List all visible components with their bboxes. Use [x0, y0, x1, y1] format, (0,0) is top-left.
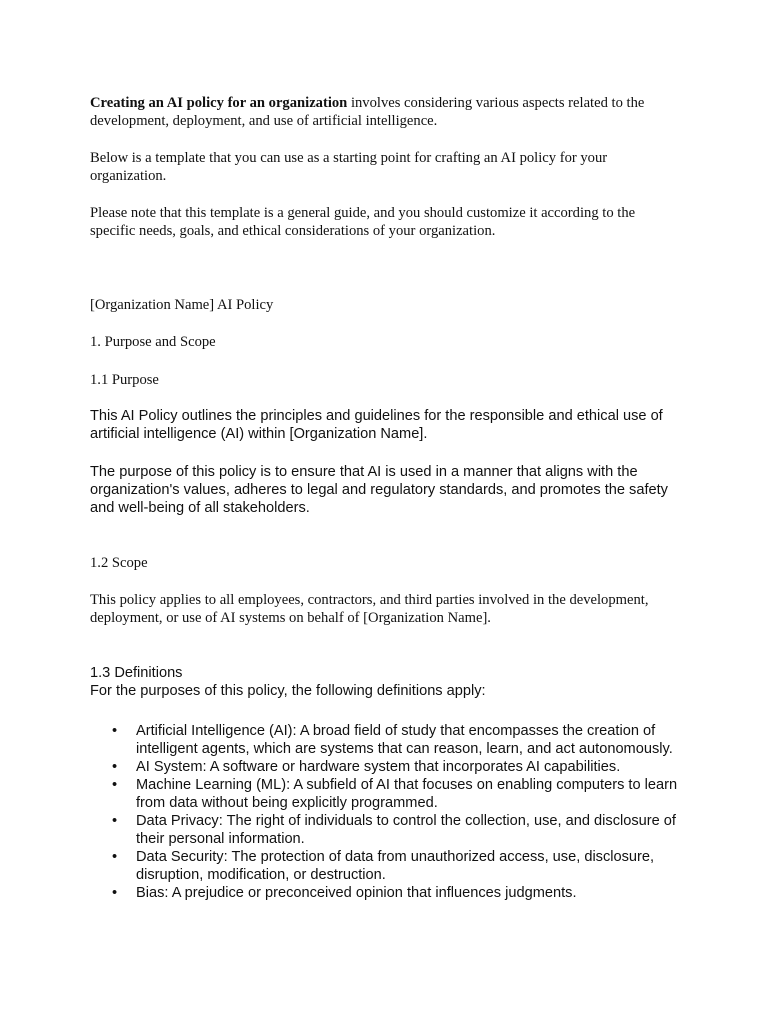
list-item — [90, 884, 682, 902]
subsection-heading-scope: 1.2 Scope — [90, 555, 148, 571]
intro-paragraph — [90, 94, 682, 130]
purpose-paragraph-2: The purpose of this policy is to ensure that AI is used in a manner that aligns with the organization's values, adheres to legal and regulatory standards, and promotes the safety and well-being of all stakeholders. — [90, 464, 668, 516]
bullet-icon: • — [112, 759, 118, 775]
definition-text: Artificial Intelligence (AI): A broad field of study that encompasses the creation of intelligent agents, which are systems that can reason, learn, and act autonomously. — [136, 723, 673, 757]
intro-rest: involves considering various aspects related to the development, deployment, and use of artificial intelligence. — [90, 95, 645, 129]
template-note: Below is a template that you can use as a starting point for crafting an AI policy for your organization. — [90, 150, 608, 184]
list-item — [90, 722, 682, 758]
purpose-paragraph-1: This AI Policy outlines the principles and guidelines for the responsible and ethical use of artificial intelligence (AI) within [Organization Name]. — [90, 408, 663, 442]
subsection-heading-purpose: 1.1 Purpose — [90, 372, 159, 388]
list-item — [90, 812, 682, 848]
intro-bold-lead: Creating an AI policy for an organization — [90, 95, 348, 111]
definition-text: Data Security: The protection of data from unauthorized access, use, disclosure, disruption, modification, or destruction. — [136, 849, 655, 883]
definition-text: Bias: A prejudice or preconceived opinion that influences judgments. — [136, 885, 577, 901]
customize-note: Please note that this template is a general guide, and you should customize it according to the specific needs, goals, and ethical considerations of your organization. — [90, 205, 636, 239]
bullet-icon: • — [112, 813, 118, 829]
subsection-heading-definitions: 1.3 Definitions — [90, 665, 183, 681]
section-heading-purpose-scope: 1. Purpose and Scope — [90, 334, 216, 350]
definitions-intro: For the purposes of this policy, the following definitions apply: — [90, 683, 486, 699]
definition-text: Machine Learning (ML): A subfield of AI that focuses on enabling computers to learn from data without being explicitly programmed. — [136, 777, 678, 811]
list-item — [90, 758, 682, 776]
definition-text: AI System: A software or hardware system that incorporates AI capabilities. — [136, 759, 621, 775]
bullet-icon: • — [112, 885, 118, 901]
definitions-list — [90, 722, 682, 902]
list-item — [90, 848, 682, 884]
bullet-icon: • — [112, 777, 118, 793]
bullet-icon: • — [112, 849, 118, 865]
policy-title: [Organization Name] AI Policy — [90, 297, 274, 313]
list-item — [90, 776, 682, 812]
bullet-icon: • — [112, 723, 118, 739]
scope-paragraph: This policy applies to all employees, contractors, and third parties involved in the development, deployment, or use of AI systems on behalf of [Organization Name]. — [90, 592, 649, 626]
definition-text: Data Privacy: The right of individuals to control the collection, use, and disclosure of their personal information. — [136, 813, 676, 847]
